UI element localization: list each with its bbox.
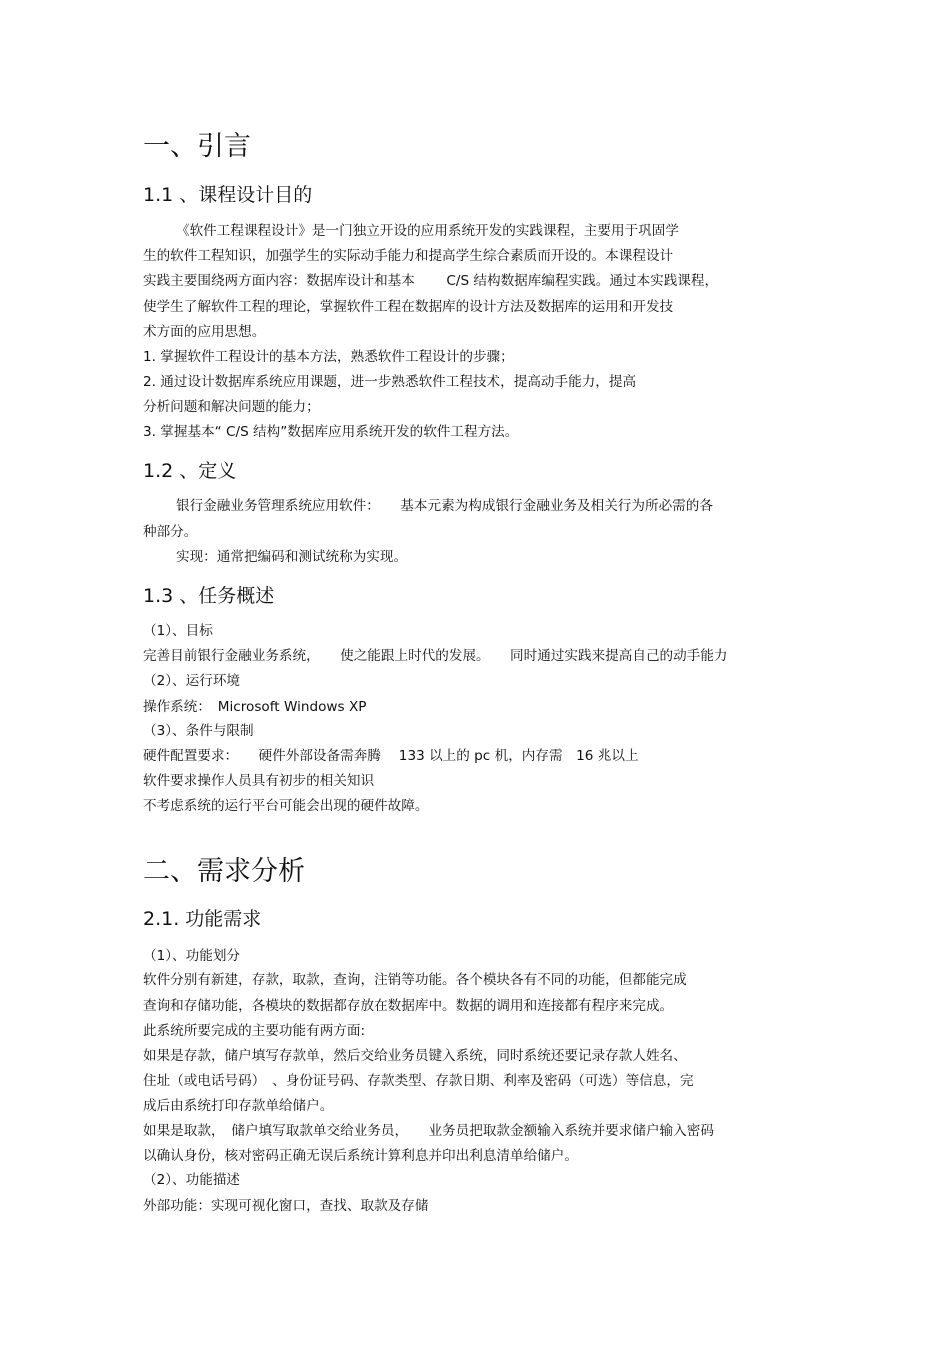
list-item: 3. 掌握基本“ C/S 结构”数据库应用系统开发的软件工程方法。 bbox=[143, 424, 519, 440]
section-1-title: 一、引言 bbox=[143, 131, 251, 162]
paragraph-line: 以确认身份，核对密码正确无误后系统计算利息并印出利息清单给储户。 bbox=[143, 1148, 578, 1164]
section-2-title: 二、需求分析 bbox=[143, 856, 305, 887]
paragraph-line: 术方面的应用思想。 bbox=[143, 324, 266, 340]
paragraph-line: 硬件配置要求： 硬件外部设备需奔腾 133 以上的 pc 机，内存需 16 兆以上 bbox=[143, 748, 639, 764]
subsection-label: （1）、功能划分 bbox=[143, 948, 241, 964]
paragraph-line: 银行金融业务管理系统应用软件： 基本元素为构成银行金融业务及相关行为所必需的各 bbox=[176, 498, 713, 514]
section-1-3-heading: 1.3 、任务概述 bbox=[143, 585, 275, 607]
list-item: 2. 通过设计数据库系统应用课题，进一步熟悉软件工程技术，提高动手能力，提高 bbox=[143, 374, 637, 390]
section-1-1-heading: 1.1 、课程设计目的 bbox=[143, 184, 313, 206]
section-1-2-heading: 1.2 、定义 bbox=[143, 460, 237, 482]
paragraph-line: 如果是存款，储户填写存款单，然后交给业务员键入系统，同时系统还要记录存款人姓名、 bbox=[143, 1048, 687, 1064]
list-item: 1. 掌握软件工程设计的基本方法，熟悉软件工程设计的步骤； bbox=[143, 349, 514, 365]
paragraph-line: 如果是取款， 储户填写取款单交给业务员， 业务员把取款金额输入系统并要求储户输入密码 bbox=[143, 1123, 714, 1139]
paragraph-line: 实现：通常把编码和测试统称为实现。 bbox=[176, 549, 408, 565]
paragraph-line: 生的软件工程知识，加强学生的实际动手能力和提高学生综合素质而开设的。本课程设计 bbox=[143, 248, 674, 264]
subsection-label: （3）、条件与限制 bbox=[143, 723, 254, 739]
paragraph-line: 完善目前银行金融业务系统， 使之能跟上时代的发展。 同时通过实践来提高自己的动手能力 bbox=[143, 648, 728, 664]
paragraph-line: 不考虑系统的运行平台可能会出现的硬件故障。 bbox=[143, 798, 429, 814]
subsection-label: （1）、目标 bbox=[143, 623, 213, 639]
paragraph-line: 种部分。 bbox=[143, 524, 198, 540]
subsection-label: （2）、功能描述 bbox=[143, 1172, 241, 1188]
paragraph-line: 查询和存储功能，各模块的数据都存放在数据库中。数据的调用和连接都有程序来完成。 bbox=[143, 998, 674, 1014]
paragraph-line: 软件分别有新建，存款，取款，查询，注销等功能。各个模块各有不同的功能，但都能完成 bbox=[143, 972, 687, 988]
paragraph-line: 住址（或电话号码） 、身份证号码、存款类型、存款日期、利率及密码（可选）等信息，完 bbox=[143, 1073, 694, 1089]
paragraph-line: 软件要求操作人员具有初步的相关知识 bbox=[143, 773, 375, 789]
list-item: 分析问题和解决问题的能力； bbox=[143, 399, 320, 415]
paragraph-line: 《软件工程课程设计》是一门独立开设的应用系统开发的实践课程，主要用于巩固学 bbox=[176, 223, 679, 239]
subsection-label: （2）、运行环境 bbox=[143, 673, 241, 689]
paragraph-line: 此系统所要完成的主要功能有两方面: bbox=[143, 1023, 366, 1039]
paragraph-line: 外部功能：实现可视化窗口，查找、取款及存储 bbox=[143, 1198, 429, 1214]
paragraph-line: 成后由系统打印存款单给储户。 bbox=[143, 1098, 334, 1114]
paragraph-line: 使学生了解软件工程的理论，掌握软件工程在数据库的设计方法及数据库的运用和开发技 bbox=[143, 299, 674, 315]
section-2-1-heading: 2.1. 功能需求 bbox=[143, 908, 262, 930]
paragraph-line: 实践主要围绕两方面内容：数据库设计和基本 C/S 结构数据库编程实践。通过本实践课程， bbox=[143, 273, 719, 289]
paragraph-line: 操作系统： Microsoft Windows XP bbox=[143, 699, 367, 715]
